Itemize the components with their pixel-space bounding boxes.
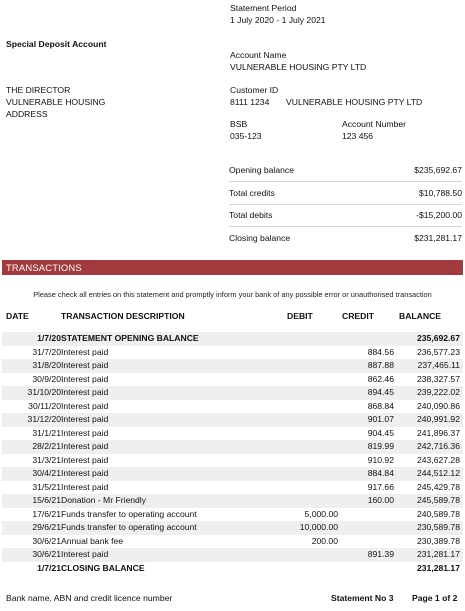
tx-date: 29/6/21 [32, 522, 61, 532]
tx-description: Interest paid [61, 427, 109, 438]
footer-page-number: Page 1 of 2 [412, 593, 458, 603]
summary-label: Closing balance [229, 233, 291, 243]
tx-date: 31/12/20 [27, 414, 61, 424]
tx-credit: 884.56 [367, 346, 394, 357]
tx-balance: 237,465.11 [417, 360, 460, 370]
tx-description: Annual bank fee [61, 535, 124, 546]
tx-credit: 894.45 [367, 387, 394, 397]
table-row [2, 346, 463, 360]
summary-opening [229, 165, 462, 177]
col-balance-header: BALANCE [399, 311, 442, 321]
tx-credit: 160.00 [367, 495, 394, 505]
tx-balance: 235,692.67 [416, 333, 460, 343]
summary-label: Opening balance [229, 165, 294, 175]
tx-date: 17/6/21 [32, 508, 61, 519]
tx-credit: 917.66 [367, 481, 394, 492]
footer-statement-number: Statement No 3 [331, 593, 394, 603]
tx-balance: 245,429.78 [416, 481, 460, 492]
account-name-label: Account Name [230, 50, 287, 60]
tx-balance: 245,589.78 [416, 495, 460, 505]
tx-date: 28/2/21 [32, 441, 61, 451]
table-row [2, 373, 463, 387]
col-date-header: DATE [6, 311, 29, 321]
tx-debit: 10,000.00 [299, 522, 338, 532]
customer-name: VULNERABLE HOUSING PTY LTD [286, 97, 423, 107]
tx-balance: 231,281.17 [416, 562, 460, 573]
transactions-table [2, 332, 463, 575]
table-row [2, 521, 463, 535]
tx-credit: 868.84 [367, 400, 394, 411]
tx-date: 31/1/21 [32, 427, 61, 438]
table-row [2, 508, 463, 522]
address-line-1: THE DIRECTOR [6, 85, 71, 95]
account-number-value: 123 456 [342, 131, 374, 141]
table-row [2, 440, 463, 454]
tx-date: 1/7/20 [37, 333, 61, 343]
tx-credit: 819.99 [367, 441, 394, 451]
tx-description: Interest paid [61, 481, 109, 492]
tx-date: 30/11/20 [28, 400, 61, 411]
tx-balance: 238,327.57 [416, 373, 460, 384]
summary-value: $231,281.17 [414, 233, 462, 243]
footer-bank-info: Bank name, ABN and credit licence number [6, 593, 173, 603]
tx-balance: 230,589.78 [416, 522, 460, 532]
summary-value: $10,788.50 [418, 188, 462, 198]
tx-date: 31/10/20 [27, 387, 61, 397]
tx-description: STATEMENT OPENING BALANCE [61, 333, 199, 343]
tx-date: 31/5/21 [32, 481, 61, 492]
tx-debit: 5,000.00 [304, 508, 338, 519]
table-row [2, 562, 463, 576]
tx-description: Interest paid [61, 387, 109, 397]
account-name-value: VULNERABLE HOUSING PTY LTD [230, 62, 367, 72]
table-row [2, 494, 463, 508]
tx-credit: 904.45 [367, 427, 394, 438]
table-row [2, 359, 463, 373]
tx-description: Donation - Mr Friendly [61, 495, 147, 505]
tx-credit: 862.46 [367, 373, 394, 384]
table-row [2, 454, 463, 468]
summary-divider [229, 181, 462, 182]
summary-value: $235,692.67 [414, 165, 462, 175]
tx-balance: 231,281.17 [416, 549, 460, 559]
table-row [2, 400, 463, 414]
statement-notice: Please check all entries on this statement and promptly inform your bank of any possible error or unauthorised transaction [33, 290, 432, 299]
tx-debit: 200.00 [311, 535, 338, 546]
account-type-title: Special Deposit Account [6, 39, 107, 49]
address-line-2: VULNERABLE HOUSING [6, 97, 106, 107]
tx-balance: 230,389.78 [416, 535, 460, 546]
table-row [2, 332, 463, 346]
statement-period-label: Statement Period [230, 3, 297, 13]
tx-balance: 243,627.28 [416, 454, 460, 465]
tx-credit: 901.07 [367, 414, 394, 424]
summary-credits [229, 188, 462, 200]
customer-id-label: Customer ID [230, 85, 279, 95]
col-description-header: TRANSACTION DESCRIPTION [61, 311, 185, 321]
tx-description: Interest paid [61, 468, 109, 478]
summary-divider [229, 204, 462, 205]
tx-description: Interest paid [61, 400, 109, 411]
summary-debits [229, 210, 462, 222]
tx-date: 1/7/21 [37, 562, 61, 573]
tx-date: 30/4/21 [32, 468, 61, 478]
tx-description: Interest paid [61, 454, 109, 465]
summary-divider [229, 226, 462, 227]
col-credit-header: CREDIT [342, 311, 374, 321]
tx-balance: 236,577.23 [416, 346, 460, 357]
tx-balance: 239,222.02 [416, 387, 460, 397]
tx-balance: 242,716.36 [416, 441, 460, 451]
table-row [2, 467, 463, 481]
tx-date: 31/7/20 [32, 346, 61, 357]
tx-description: Funds transfer to operating account [61, 522, 197, 532]
summary-label: Total debits [229, 210, 273, 220]
tx-description: Interest paid [61, 441, 109, 451]
address-line-3: ADDRESS [6, 109, 48, 119]
transactions-banner [2, 260, 463, 275]
tx-balance: 240,991.92 [416, 414, 460, 424]
transactions-title: TRANSACTIONS [6, 262, 82, 273]
account-number-label: Account Number [342, 119, 407, 129]
tx-description: Interest paid [61, 549, 109, 559]
tx-date: 15/6/21 [32, 495, 61, 505]
tx-credit: 884.84 [367, 468, 394, 478]
tx-balance: 240,589.78 [416, 508, 460, 519]
tx-description: Funds transfer to operating account [61, 508, 197, 519]
col-debit-header: DEBIT [287, 311, 313, 321]
tx-date: 30/9/20 [32, 373, 61, 384]
table-row [2, 386, 463, 400]
table-row [2, 548, 463, 562]
tx-credit: 910.92 [367, 454, 394, 465]
tx-balance: 240,090.86 [416, 400, 460, 411]
customer-id-value: 8111 1234 [230, 97, 270, 107]
tx-balance: 241,896.37 [416, 427, 460, 438]
bsb-label: BSB [230, 119, 248, 129]
summary-value: -$15,200.00 [416, 210, 462, 220]
summary-closing [229, 233, 462, 245]
table-row [2, 535, 463, 549]
tx-credit: 891.39 [367, 549, 394, 559]
tx-date: 31/3/21 [32, 454, 61, 465]
tx-description: Interest paid [61, 373, 109, 384]
tx-description: Interest paid [61, 346, 109, 357]
tx-description: CLOSING BALANCE [61, 562, 145, 573]
tx-description: Interest paid [61, 414, 109, 424]
table-row [2, 427, 463, 441]
tx-date: 30/6/21 [32, 535, 61, 546]
summary-label: Total credits [229, 188, 275, 198]
tx-credit: 887.88 [367, 360, 394, 370]
tx-date: 31/8/20 [32, 360, 61, 370]
tx-date: 30/6/21 [32, 549, 61, 559]
bsb-value: 035-123 [230, 131, 262, 141]
table-row [2, 413, 463, 427]
tx-description: Interest paid [61, 360, 109, 370]
table-row [2, 481, 463, 495]
tx-balance: 244,512.12 [416, 468, 460, 478]
statement-period-value: 1 July 2020 - 1 July 2021 [230, 15, 326, 25]
